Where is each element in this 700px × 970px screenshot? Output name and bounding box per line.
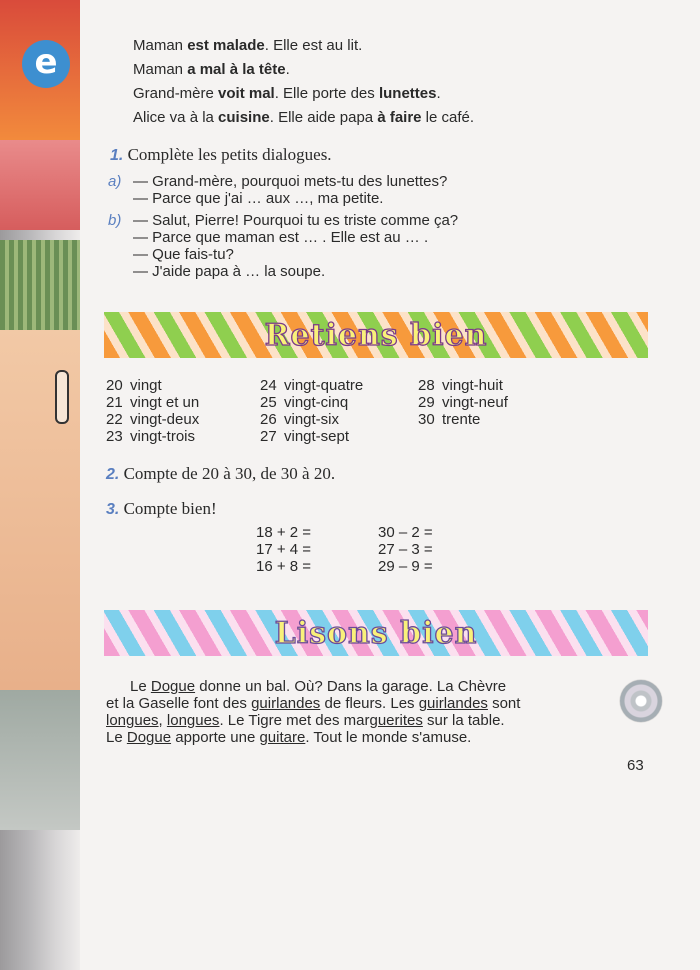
number-row: 22 vingt-deux [106,411,200,428]
reading-line-1: Le Dogue donne un bal. Où? Dans la garage. La Chèvre [130,678,507,695]
dialogue-line: — Parce que j'ai … aux …, ma petite. [133,190,384,207]
exercise-2 [106,465,335,484]
side-letter: e [34,42,58,82]
number-row: 25 vingt-cinq [260,394,349,411]
page-number: 63 [627,757,644,774]
sum-item: 17 + 4 = [256,541,312,558]
exercise-number: 3. [106,501,120,518]
number-row: 29 vingt-neuf [418,394,508,411]
text-line-3: Grand-mère voit mal. Elle porte des lunettes. [133,85,441,102]
sum-item: 16 + 8 = [256,558,312,575]
text-line-1: Maman est malade. Elle est au lit. [133,37,363,54]
dialogue-line: — Que fais-tu? [133,246,234,263]
banner-title: Lisons bien [274,615,478,651]
sum-item: 30 – 2 = [378,524,433,541]
numbers-column-1 [106,377,199,445]
sum-item: 27 – 3 = [378,541,433,558]
illustration-hair [0,240,80,330]
sum-item: 18 + 2 = [256,524,312,541]
number-row: 21 vingt et un [106,394,200,411]
number-row: 24 vingt-quatre [260,377,364,394]
side-letter-badge [22,40,70,88]
text-line-4: Alice va à la cuisine. Elle aide papa à faire le café. [133,109,475,126]
sums-right [378,524,433,575]
sum-item: 29 – 9 = [378,558,433,575]
number-row: 20 vingt [106,377,162,394]
exercise-3 [106,500,217,519]
number-row: 23 vingt-trois [106,428,196,445]
exercise-text: Compte bien! [123,499,217,518]
sub-label-a: a) [108,173,122,190]
sub-label-b: b) [108,212,122,229]
dialogue-line: — J'aide papa à … la soupe. [133,263,326,280]
illustration-bottom [0,690,80,830]
exercise-number: 1. [110,147,124,164]
number-row: 27 vingt-sept [260,428,350,445]
illustration-eye [55,370,69,424]
reading-line-3: longues, longues. Le Tigre met des marguerites sur la table. [106,712,505,729]
illustration-pink-block [0,140,80,230]
banner-title: Retiens bien [264,317,488,353]
number-row: 28 vingt-huit [418,377,503,394]
number-row: 30 trente [418,411,481,428]
book-spine-illustration [0,0,80,970]
dialogue-line: — Salut, Pierre! Pourquoi tu es triste comme ça? [133,212,459,229]
exercise-title: Complète les petits dialogues. [127,145,332,164]
exercise-1-heading [110,146,332,165]
exercise-text: Compte de 20 à 30, de 30 à 20. [123,464,336,483]
number-row: 26 vingt-six [260,411,340,428]
numbers-column-3 [418,377,508,428]
dialogue-line: — Grand-mère, pourquoi mets-tu des lunettes? [133,173,448,190]
exercise-number: 2. [106,466,120,483]
retiens-bien-banner [104,312,648,358]
sums-left [256,524,311,575]
lisons-bien-banner [104,610,648,656]
reading-line-4: Le Dogue apporte une guitare. Tout le monde s'amuse. [106,729,472,746]
numbers-column-2 [260,377,363,445]
dialogue-line: — Parce que maman est … . Elle est au … . [133,229,429,246]
text-line-2: Maman a mal à la tête. [133,61,290,78]
cd-icon [620,680,662,722]
reading-line-2: et la Gaselle font des guirlandes de fleurs. Les guirlandes sont [106,695,521,712]
